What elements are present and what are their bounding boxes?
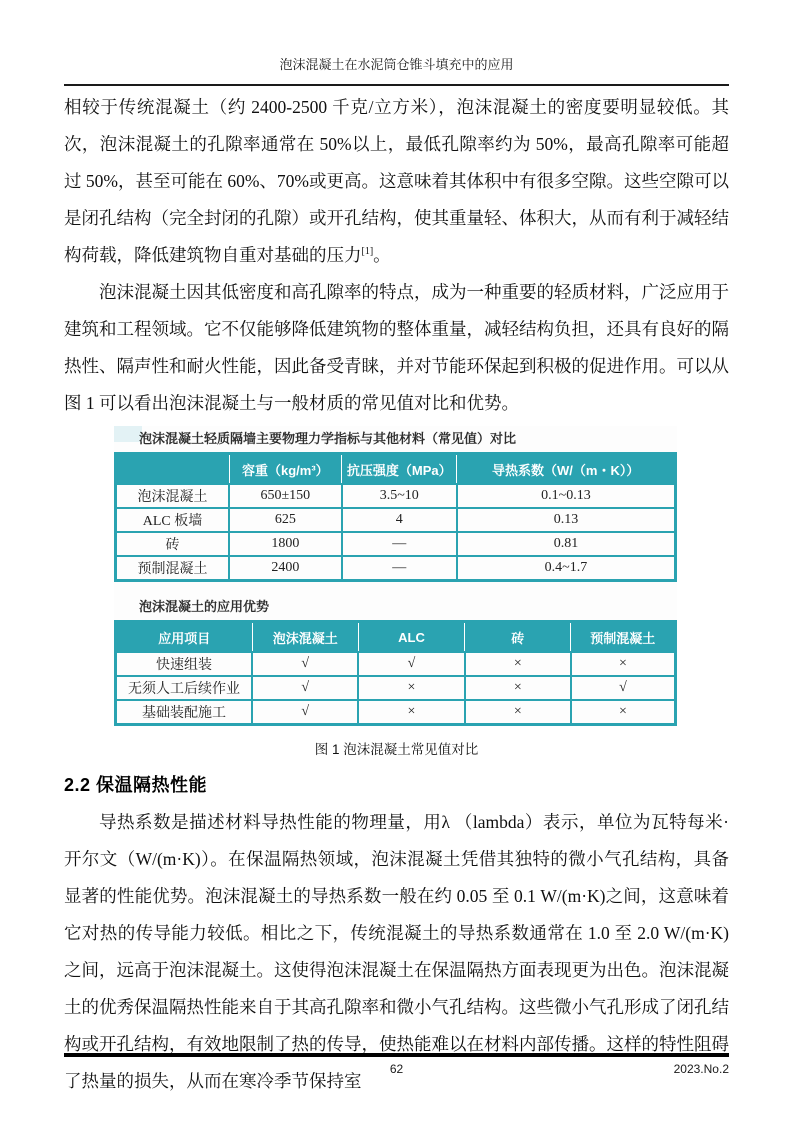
table-row [116, 652, 676, 676]
table-cell: 3.5~10 [342, 484, 457, 508]
page-number: 62 [389, 1062, 404, 1076]
paragraph-1-text: 相较于传统混凝土（约 2400-2500 千克/立方米），泡沫混凝土的密度要明显较低。其次，泡沫混凝土的孔隙率通常在 50%以上，最低孔隙率约为 50%，最高孔隙率可能超过 50%，甚至可能在 60%、70%或更高。这意味着其体积中有很多空隙。这些空隙可以是闭孔结构（完全封闭的孔隙）或开孔结构，使其重量轻、体积大，从而有利于减轻结构荷载，降低建筑物自重对基础的压力 [64, 97, 729, 265]
table-row [116, 484, 676, 508]
table-header-cell: 导热系数（W/（m・K）） [457, 454, 676, 485]
table-cell: √ [571, 676, 676, 700]
page-body [64, 89, 729, 1100]
table-cell: 4 [342, 508, 457, 532]
table-row [116, 532, 676, 556]
table-cell: ALC 板墙 [116, 508, 230, 532]
table-cell: × [358, 676, 464, 700]
table-cell: √ [252, 676, 358, 700]
table-row [116, 700, 676, 725]
table-header-cell: 容重（kg/m³） [229, 454, 342, 485]
figure-1 [114, 426, 677, 726]
table-header-row [116, 454, 676, 485]
paragraph-2: 泡沫混凝土因其低密度和高孔隙率的特点，成为一种重要的轻质材料，广泛应用于建筑和工程领域。它不仅能够降低建筑物的整体重量，减轻结构负担，还具有良好的隔热性、隔声性和耐火性能，因此备受青睐，并对节能环保起到积极的促进作用。可以从图 1 可以看出泡沫混凝土与一般材质的常见值对比和优势。 [64, 282, 729, 413]
table-cell: × [465, 652, 571, 676]
table-cell: 0.1~0.13 [457, 484, 676, 508]
table-header-cell: 抗压强度（MPa） [342, 454, 457, 485]
footer-row [64, 1062, 729, 1076]
table-1-title: 泡沫混凝土轻质隔墙主要物理力学指标与其他材料（常见值）对比 [139, 431, 517, 446]
paragraph-1 [64, 89, 729, 274]
table-cell: × [465, 700, 571, 725]
table-cell: 625 [229, 508, 342, 532]
physical-properties-table [114, 452, 677, 582]
reference-marker-1: [1] [361, 246, 374, 258]
page-footer [64, 1053, 729, 1076]
table-cell: √ [252, 700, 358, 725]
table-header-cell: 砖 [465, 622, 571, 653]
application-advantages-table [114, 620, 677, 726]
table-cell: 650±150 [229, 484, 342, 508]
table-cell: 无须人工后续作业 [116, 676, 253, 700]
table-row [116, 556, 676, 581]
issue-label: 2023.No.2 [673, 1062, 729, 1076]
table-cell: × [465, 676, 571, 700]
table-header-cell: 应用项目 [116, 622, 253, 653]
paragraph-3: 导热系数是描述材料导热性能的物理量，用λ （lambda）表示，单位为瓦特每米·开尔文（W/(m·K)）。在保温隔热领域，泡沫混凝土凭借其独特的微小气孔结构，具备显著的性能优势。泡沫混凝土的导热系数一般在约 0.05 至 0.1 W/(m·K)之间，这意味着它对热的传导能力较低。相比之下，传统混凝土的导热系数通常在 1.0 至 2.0 W/(m·K)之间，远高于泡沫混凝土。这使得泡沫混凝土在保温隔热方面表现更为出色。泡沫混凝土的优秀保温隔热性能来自于其高孔隙率和微小气孔结构。这些微小气孔形成了闭孔结构或开孔结构，有效地限制了热的传导，使热能难以在材料内部传播。这样的特性阻碍了热量的损失，从而在寒冷季节保持室 [64, 812, 729, 1091]
table-header-cell [116, 454, 230, 485]
table-cell: 砖 [116, 532, 230, 556]
table-cell: 0.13 [457, 508, 676, 532]
table-cell: × [571, 652, 676, 676]
table-cell: — [342, 532, 457, 556]
paragraph-1-tail: 。 [373, 245, 391, 265]
table-cell: 0.4~1.7 [457, 556, 676, 581]
table-cell: 泡沫混凝土 [116, 484, 230, 508]
table-cell: × [358, 700, 464, 725]
running-title: 泡沫混凝土在水泥筒仓锥斗填充中的应用 [64, 0, 729, 86]
table-cell: 1800 [229, 532, 342, 556]
table-header-cell: ALC [358, 622, 464, 653]
table-cell: — [342, 556, 457, 581]
table-2-title: 泡沫混凝土的应用优势 [139, 599, 270, 614]
page-header [64, 0, 729, 86]
section-heading-2-2: 2.2 保温隔热性能 [64, 775, 208, 795]
table-row [116, 676, 676, 700]
table-cell: 预制混凝土 [116, 556, 230, 581]
table-cell: 快速组装 [116, 652, 253, 676]
table-cell: 基础装配施工 [116, 700, 253, 725]
table-header-cell: 泡沫混凝土 [252, 622, 358, 653]
table-header-row [116, 622, 676, 653]
figure-caption: 图 1 泡沫混凝土常见值对比 [314, 742, 479, 757]
table-cell: √ [252, 652, 358, 676]
table-cell: × [571, 700, 676, 725]
table-cell: √ [358, 652, 464, 676]
table-cell: 0.81 [457, 532, 676, 556]
table-row [116, 508, 676, 532]
table-cell: 2400 [229, 556, 342, 581]
table-header-cell: 预制混凝土 [571, 622, 676, 653]
